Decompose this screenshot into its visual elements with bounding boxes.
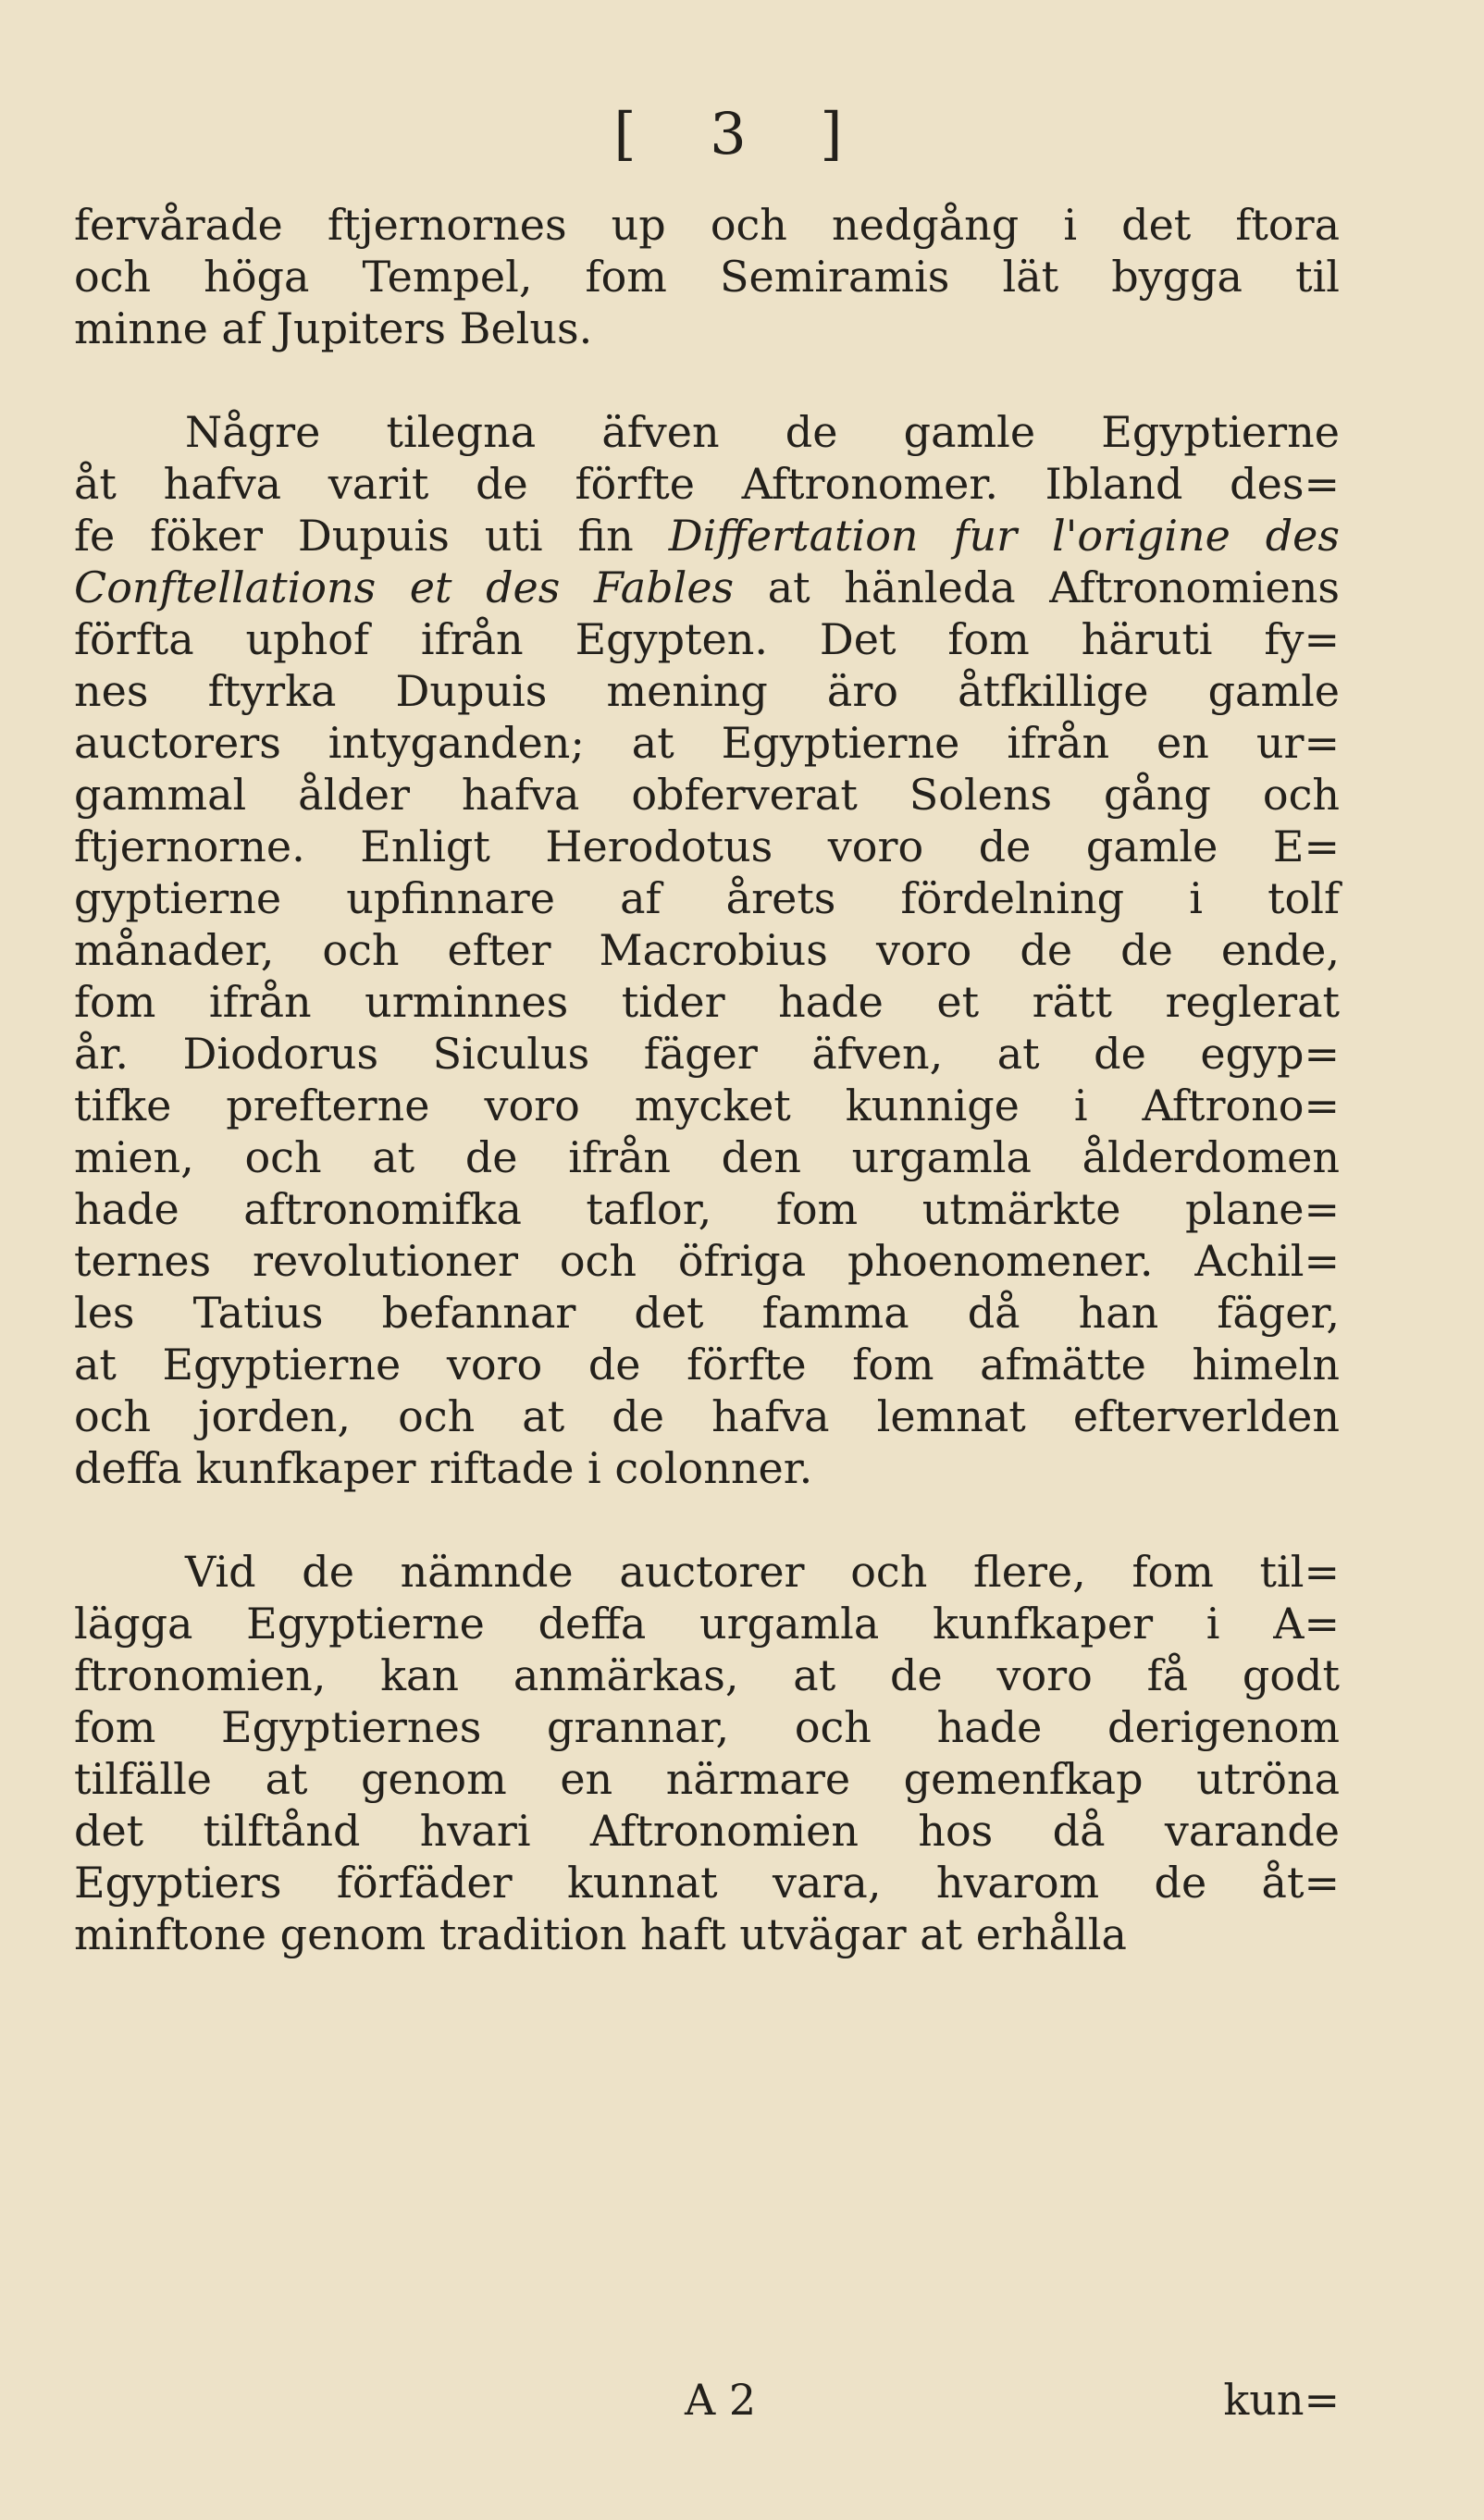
page-footer (74, 2374, 1340, 2429)
text-line: och höga Tempel, fom Semiramis lät bygga til (74, 252, 1340, 302)
text-line: år. Diodorus Siculus fäger äfven, at de egyp= (74, 1029, 1340, 1079)
text-line: Vid de nämnde auctorer och flere, fom til= (185, 1547, 1340, 1597)
text-line: ftronomien, kan anmärkas, at de voro få godt (74, 1650, 1340, 1700)
italic-title: Conftellations et des Fables (74, 562, 735, 612)
text-line: fe föker Dupuis uti fin Differtation fur l'origine des (74, 511, 1340, 561)
text-line: hade aftronomifka taflor, fom utmärkte plane= (74, 1184, 1340, 1234)
catchword: kun= (1223, 2375, 1340, 2425)
text-line: minne af Jupiters Belus. (74, 303, 593, 353)
text-line: månader, och efter Macrobius voro de de ende, (74, 925, 1340, 975)
text-line: ternes revolutioner och öfriga phoenomener. Achil= (74, 1236, 1340, 1286)
text-line: gammal ålder hafva obferverat Solens gång och (74, 770, 1340, 820)
text-line: Conftellations et des Fables at hänleda Aftronomiens (74, 562, 1340, 612)
text-line: tifke prefterne voro mycket kunnige i Aftrono= (74, 1081, 1340, 1130)
text-line: lägga Egyptierne deffa urgamla kunfkaper i A= (74, 1599, 1340, 1649)
text-line: tilfälle at genom en närmare gemenfkap utröna (74, 1754, 1340, 1804)
text-line: nes ftyrka Dupuis mening äro åtfkillige gamle (74, 666, 1340, 716)
text-line: förfta uphof ifrån Egypten. Det fom häruti fy= (74, 614, 1340, 664)
body-text (74, 199, 1340, 1960)
text-line: fom Egyptiernes grannar, och hade derigenom (74, 1702, 1340, 1752)
text-line: auctorers intyganden; at Egyptierne ifrån en ur= (74, 718, 1340, 768)
text-line: Någre tilegna äfven de gamle Egyptierne (185, 407, 1340, 457)
paragraph-gap (74, 354, 1340, 406)
text-line: les Tatius befannar det famma då han fäger, (74, 1288, 1340, 1338)
text-line: fervårade ftjernornes up och nedgång i det ftora (74, 200, 1340, 250)
text-line: at Egyptierne voro de förfte fom afmätte himeln (74, 1340, 1340, 1390)
text-line: ftjernorne. Enligt Herodotus voro de gamle E= (74, 821, 1340, 871)
text-line: gyptierne upfinnare af årets fördelning i tolf (74, 873, 1340, 923)
text-line: och jorden, och at de hafva lemnat efterverlden (74, 1391, 1340, 1441)
text-line: mien, och at de ifrån den urgamla ålderdomen (74, 1132, 1340, 1182)
text-line: deffa kunfkaper riftade i colonner. (74, 1443, 813, 1493)
text-line: åt hafva varit de förfte Aftronomer. Ibland des= (74, 459, 1340, 509)
text-line: det tilftånd hvari Aftronomien hos då varande (74, 1806, 1340, 1856)
text-line: Egyptiers förfäder kunnat vara, hvarom de åt= (74, 1858, 1340, 1908)
paragraph-gap (74, 1494, 1340, 1546)
italic-title: Differtation fur l'origine des (668, 511, 1340, 561)
page-header: [ 3 ] (613, 100, 871, 167)
text-line: minftone genom tradition haft utvägar at erhålla (74, 1909, 1127, 1959)
signature-mark: A 2 (685, 2375, 757, 2425)
text-line: fom ifrån urminnes tider hade et rätt reglerat (74, 977, 1340, 1027)
